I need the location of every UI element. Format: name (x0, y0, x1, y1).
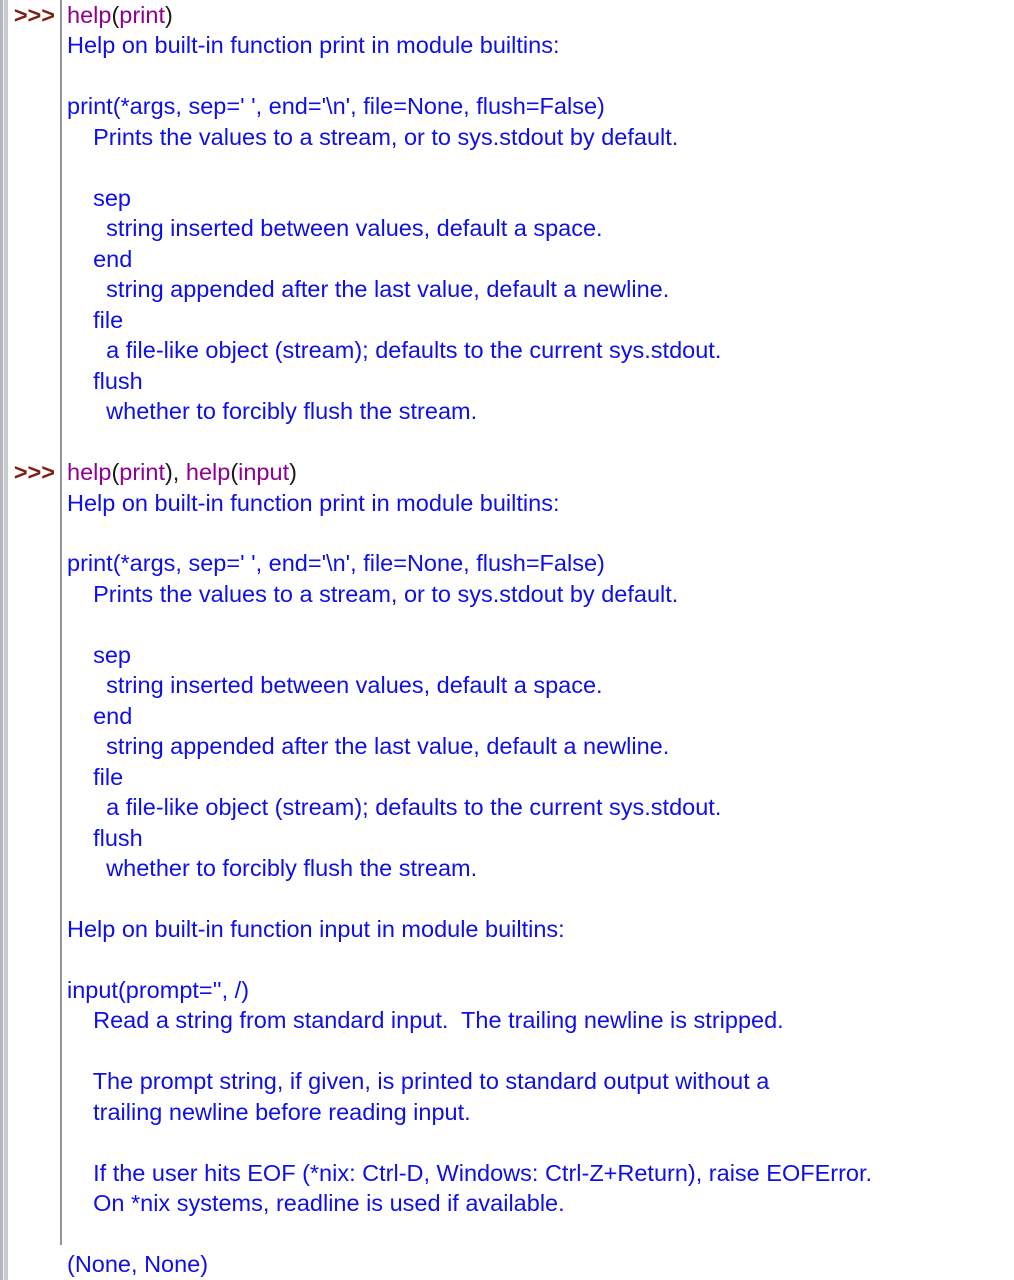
shell-text-segment: string appended after the last value, default a newline. (67, 276, 670, 303)
shell-text-segment: sep (67, 184, 132, 211)
shell-text-segment: ) (164, 2, 173, 28)
shell-output-line[interactable] (60, 945, 1014, 975)
shell-output-line[interactable] (60, 701, 1014, 731)
prompt-gutter-empty (8, 945, 60, 975)
shell-text-segment: ( (230, 459, 239, 486)
shell-line (8, 122, 1014, 152)
shell-text-segment: print (119, 459, 165, 486)
shell-line (8, 366, 1014, 396)
prompt-gutter-empty (8, 792, 60, 822)
shell-text-segment: Help on built-in function print in module builtins: (67, 489, 560, 516)
shell-text-segment: end (67, 245, 133, 272)
shell-line (8, 670, 1014, 700)
shell-line (8, 884, 1014, 914)
shell-text-segment: (None, None) (67, 1251, 209, 1278)
shell-text-segment: Prints the values to a stream, or to sys.stdout by default. (67, 580, 679, 607)
shell-output-line[interactable] (60, 792, 1014, 822)
prompt-gutter-empty (8, 1097, 60, 1127)
shell-text-segment: flush (67, 824, 143, 851)
shell-text-segment: help (185, 459, 231, 486)
window-left-border (0, 0, 8, 1280)
shell-line (8, 1249, 1014, 1279)
shell-line (8, 457, 1014, 487)
shell-line (8, 609, 1014, 639)
shell-line (8, 0, 1014, 30)
prompt-gutter-empty (8, 579, 60, 609)
shell-line (8, 792, 1014, 822)
prompt-gutter-empty (8, 122, 60, 152)
prompt-gutter-empty (8, 701, 60, 731)
prompt-gutter-empty (8, 152, 60, 182)
shell-output-line[interactable] (60, 1219, 1014, 1249)
prompt-gutter-empty (8, 30, 60, 60)
shell-line (8, 1188, 1014, 1218)
shell-output-line[interactable] (60, 609, 1014, 639)
shell-input-line[interactable] (60, 457, 1014, 487)
shell-text-segment: help (67, 459, 112, 486)
shell-output-line[interactable] (60, 823, 1014, 853)
prompt-gutter-empty (8, 244, 60, 274)
shell-output-line[interactable] (60, 1127, 1014, 1157)
shell-line (8, 1127, 1014, 1157)
prompt-gutter-empty (8, 61, 60, 91)
shell-text-segment: ) (289, 459, 297, 486)
shell-line (8, 152, 1014, 182)
shell-text-segment: string inserted between values, default a space. (67, 215, 603, 242)
shell-text-segment: flush (67, 367, 143, 394)
shell-line (8, 945, 1014, 975)
shell-output-line[interactable] (60, 548, 1014, 578)
shell-output-line[interactable] (60, 396, 1014, 426)
shell-line (8, 1066, 1014, 1096)
shell-text-area[interactable] (8, 0, 1014, 1280)
prompt-gutter-empty (8, 1127, 60, 1157)
prompt-gutter-empty (8, 548, 60, 578)
shell-output-line[interactable] (60, 152, 1014, 182)
shell-line (8, 853, 1014, 883)
shell-line (8, 579, 1014, 609)
prompt-gutter-empty (8, 914, 60, 944)
shell-line (8, 244, 1014, 274)
prompt-gutter-empty (8, 518, 60, 548)
shell-text-segment: a file-like object (stream); defaults to the current sys.stdout. (67, 794, 722, 821)
shell-text-segment: Read a string from standard input. The trailing newline is stripped. (67, 1007, 784, 1034)
shell-output-line[interactable] (60, 975, 1014, 1005)
shell-output-line[interactable] (60, 335, 1014, 365)
shell-text-segment: input (238, 459, 290, 486)
prompt-gutter-empty (8, 823, 60, 853)
shell-output-line[interactable] (60, 1158, 1014, 1188)
shell-input-line[interactable] (60, 0, 1014, 30)
shell-output-line[interactable] (60, 640, 1014, 670)
prompt-gutter-empty (8, 1158, 60, 1188)
shell-output-line[interactable] (60, 213, 1014, 243)
shell-line (8, 1219, 1014, 1249)
prompt-gutter-empty (8, 853, 60, 883)
shell-output-line[interactable] (60, 518, 1014, 548)
prompt-gutter-empty (8, 1036, 60, 1066)
shell-text-segment: string appended after the last value, default a newline. (67, 733, 670, 760)
shell-text-segment: The prompt string, if given, is printed to standard output without a (67, 1068, 770, 1095)
shell-output-line[interactable] (60, 91, 1014, 121)
shell-output-line[interactable] (60, 579, 1014, 609)
shell-text-segment: If the user hits EOF (*nix: Ctrl-D, Windows: Ctrl-Z+Return), raise EOFError. (67, 1159, 873, 1186)
shell-line (8, 548, 1014, 578)
prompt-gutter-empty (8, 975, 60, 1005)
shell-line (8, 183, 1014, 213)
prompt-gutter-empty (8, 1005, 60, 1035)
shell-text-segment: sep (67, 641, 132, 668)
prompt-gutter-empty (8, 1249, 60, 1279)
prompt-gutter-empty (8, 366, 60, 396)
shell-output-line[interactable] (60, 1005, 1014, 1035)
shell-line (8, 823, 1014, 853)
shell-text-segment: ), (164, 459, 186, 486)
shell-text-segment: On *nix systems, readline is used if available. (67, 1190, 565, 1217)
prompt-gutter-empty (8, 427, 60, 457)
prompt-gutter-empty (8, 762, 60, 792)
shell-line (8, 213, 1014, 243)
shell-output-line[interactable] (60, 731, 1014, 761)
shell-line (8, 274, 1014, 304)
shell-line (8, 640, 1014, 670)
shell-line (8, 914, 1014, 944)
shell-output-line[interactable] (60, 427, 1014, 457)
shell-output-line[interactable] (60, 488, 1014, 518)
prompt-gutter-empty (8, 213, 60, 243)
shell-text-segment: end (67, 702, 133, 729)
shell-text-segment: ( (111, 459, 120, 486)
prompt-gutter-empty (8, 488, 60, 518)
shell-output-line[interactable] (60, 366, 1014, 396)
shell-text-segment: a file-like object (stream); defaults to the current sys.stdout. (67, 337, 722, 364)
prompt-gutter-empty (8, 183, 60, 213)
shell-output-line[interactable] (60, 670, 1014, 700)
prompt-gutter-empty (8, 305, 60, 335)
shell-output-line[interactable] (60, 1066, 1014, 1096)
shell-line (8, 488, 1014, 518)
shell-line (8, 30, 1014, 60)
shell-output-line[interactable] (60, 61, 1014, 91)
shell-output-line[interactable] (60, 244, 1014, 274)
shell-text-segment: print (119, 2, 165, 28)
shell-line (8, 1036, 1014, 1066)
shell-text-segment: input(prompt='', /) (67, 977, 250, 1003)
shell-text-segment: help (67, 2, 112, 28)
shell-output-line[interactable] (60, 305, 1014, 335)
shell-text-segment: whether to forcibly flush the stream. (67, 398, 478, 425)
shell-line (8, 61, 1014, 91)
prompt-gutter-empty (8, 609, 60, 639)
shell-output-line[interactable] (60, 1249, 1014, 1279)
prompt-gutter-empty (8, 731, 60, 761)
shell-text-segment: file (67, 763, 124, 790)
shell-line (8, 396, 1014, 426)
shell-text-segment: Help on built-in function print in module builtins: (67, 32, 560, 59)
prompt-gutter-empty (8, 274, 60, 304)
shell-output-line[interactable] (60, 762, 1014, 792)
shell-output-line[interactable] (60, 274, 1014, 304)
shell-line (8, 427, 1014, 457)
shell-line (8, 1005, 1014, 1035)
shell-text-segment: Prints the values to a stream, or to sys.stdout by default. (67, 123, 679, 150)
prompt-gutter-empty (8, 1219, 60, 1249)
prompt-label: >>> (13, 2, 55, 28)
prompt-gutter-empty (8, 1188, 60, 1218)
shell-line (8, 701, 1014, 731)
shell-output-line[interactable] (60, 853, 1014, 883)
prompt-gutter-empty (8, 335, 60, 365)
shell-line (8, 335, 1014, 365)
shell-line (8, 762, 1014, 792)
shell-text-segment: ( (111, 2, 120, 28)
prompt-gutter-empty (8, 396, 60, 426)
shell-output-line[interactable] (60, 914, 1014, 944)
shell-output-line[interactable] (60, 1097, 1014, 1127)
shell-line (8, 1158, 1014, 1188)
shell-output-line[interactable] (60, 1188, 1014, 1218)
shell-line (8, 731, 1014, 761)
prompt-gutter-empty (8, 91, 60, 121)
prompt-gutter-empty (8, 884, 60, 914)
shell-text-segment: print(*args, sep=' ', end='\n', file=None, flush=False) (67, 550, 605, 577)
shell-output-line[interactable] (60, 884, 1014, 914)
shell-text-segment: whether to forcibly flush the stream. (67, 855, 478, 882)
shell-line (8, 91, 1014, 121)
prompt-gutter-empty (8, 670, 60, 700)
shell-line (8, 305, 1014, 335)
shell-text-segment: string inserted between values, default a space. (67, 672, 603, 699)
prompt-label: >>> (13, 459, 55, 486)
shell-text-segment: print(*args, sep=' ', end='\n', file=None, flush=False) (67, 93, 605, 120)
prompt-gutter-empty (8, 640, 60, 670)
shell-text-segment: file (67, 306, 124, 333)
shell-output-line[interactable] (60, 122, 1014, 152)
shell-text-segment: trailing newline before reading input. (67, 1098, 471, 1125)
shell-line (8, 1097, 1014, 1127)
shell-line (8, 975, 1014, 1005)
shell-line (8, 518, 1014, 548)
shell-output-line[interactable] (60, 30, 1014, 60)
shell-output-line[interactable] (60, 1036, 1014, 1066)
shell-text-segment: Help on built-in function input in module builtins: (67, 916, 565, 943)
shell-output-line[interactable] (60, 183, 1014, 213)
prompt-gutter-empty (8, 1066, 60, 1096)
